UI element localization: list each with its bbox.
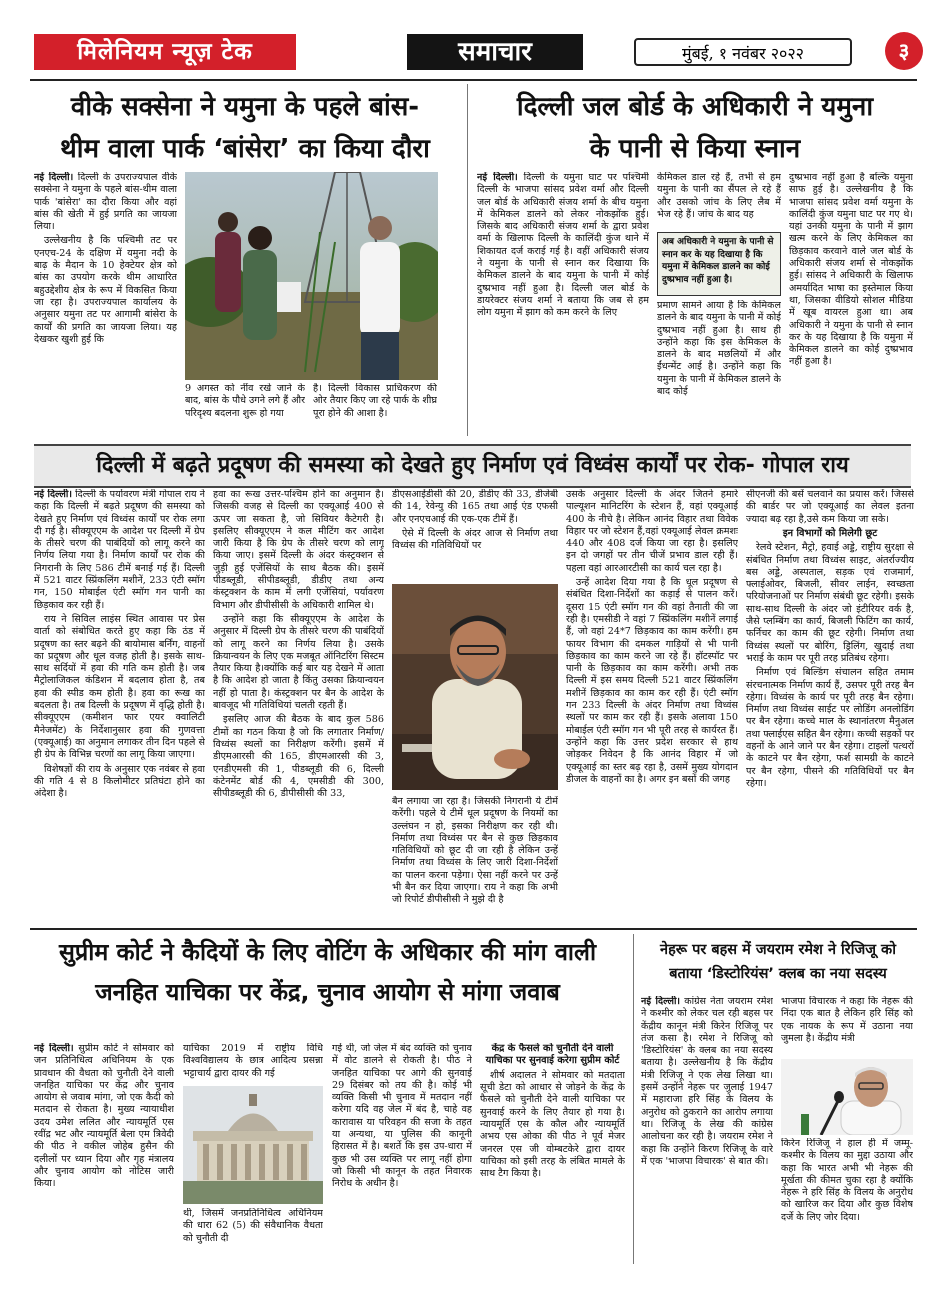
lg-park-visit-photo bbox=[185, 172, 438, 380]
jairam-ramesh-photo bbox=[781, 1059, 913, 1135]
story3-paragraph: सीएनजी की बसें चलवाने का प्रयास करें। जिससे की बार्डर पर जो एक्यूआई का लेवल इतना ज्यादा बढ़ रहा है,उसे कम किया जा सके। bbox=[746, 489, 914, 525]
story1-caption-2: है। दिल्ली विकास प्राधिकरण की ओर तैयार किए जा रहे पार्क के शीघ्र पूरा होने की आशा है। bbox=[313, 383, 437, 419]
gopal-rai-photo bbox=[392, 584, 558, 790]
story1-headline bbox=[30, 86, 460, 170]
story2-headline bbox=[475, 86, 915, 170]
story2-dateline: नई दिल्ली। bbox=[477, 172, 518, 183]
story2-column-2-bottom bbox=[657, 300, 781, 430]
story3-column-2 bbox=[213, 489, 384, 921]
story5-paragraph: किरेन रिजिजू ने हाल ही में जम्मू-कश्मीर के विलय का मुद्दा उठाया और कहा कि भारत अभी भी नेहरू की मूर्खता की कीमत चुका रहा है क्योंकि नेहरू ने हरि सिंह के विलय के अनुरोध को खारिज कर दिया और कुछ विशेष दर्जे के लिए जोर दिया। bbox=[781, 1138, 913, 1223]
story5-paragraph: भाजपा विचारक ने कहा कि नेहरू की निंदा एक बात है लेकिन हरि सिंह को एक नायक के रूप में उठाना नया जुमला है। केंद्रीय मंत्री bbox=[781, 996, 913, 1044]
story5-column-2-top bbox=[781, 996, 913, 1056]
story4-column-4 bbox=[480, 1043, 625, 1264]
story3-column-3-bottom bbox=[392, 796, 558, 922]
story2-pull-quote: अब अधिकारी ने यमुना के पानी से स्नान कर के यह दिखाया है कि यमुना में केमिकल डालने का कोई दुष्प्रभाव नहीं हुआ है। bbox=[657, 232, 781, 296]
story4-dateline: नई दिल्ली। bbox=[34, 1043, 74, 1054]
story3-column-3-top bbox=[392, 489, 558, 581]
story3-paragraph: उन्हें आदेश दिया गया है कि धूल प्रदूषण से संबंधित दिशा-निर्देशों का कड़ाई से पालन करें। दूसरा 15 एंटी स्मॉग गन की वहां तैनाती की जा रही है। एमसीडी ने वहां 7 स्प्रिंकलिंग मशीनें लगाई हैं, जो वहां 24*7 छिड़काव का काम करेंगी। हम फायर विभाग की दमकल गाड़ियों से भी पानी छिड़काव का काम करने जा रहे हैं। हॉटस्पॉट पर पानी के छिड़काव का काम करेंगी। अभी तक दिल्ली में इस समय दिल्ली 521 वाटर स्प्रिंकलिंग मशीनें छिड़काव का काम कर रही हैं। एंटी स्मॉग गन 233 दिल्ली के अंदर निर्माण तथा विध्वंस स्थलों पर काम कर रही हैं। इसके अलावा 150 मोबाईल एंटी स्मॉग गन भी पूरी तरह से कार्यरत हैं। उन्होंने कहा कि उत्तर प्रदेश सरकार से हाथ जोड़कर निवेदन है कि आनंद विहार में जो एक्यूआई का स्तर बढ़ रहा है, उसमें मुख्य योगदान डीजल के वाहनों का है। अगर इन बसों की जगह bbox=[566, 577, 738, 785]
story1-paragraph: दिल्ली के उपराज्यपाल वीके सक्सेना ने यमुना के पहले बांस-थीम वाला पार्क 'बांसेरा' का दौरा किया और वहां बांस की खेती में हुई प्रगति का जायजा लिया। bbox=[34, 172, 177, 233]
story4-headline-line1: सुप्रीम कोर्ट ने कैदियों के लिए वोटिंग के अधिकार की मांग वाली bbox=[58, 938, 597, 966]
story3-paragraph: विशेषज्ञों की राय के अनुसार एक नवंबर से हवा की गति 4 से 8 किलोमीटर प्रतिघंटा होने का अंदेशा है। bbox=[34, 763, 205, 800]
story2-column-1 bbox=[477, 172, 649, 430]
story4-column-3 bbox=[332, 1043, 472, 1264]
story5-column-2-bottom bbox=[781, 1138, 913, 1264]
story1-headline-line2: थीम वाला पार्क ‘बांसेरा’ का किया दौरा bbox=[60, 134, 430, 164]
story3-subheading: इन विभागों को मिलेगी छूट bbox=[782, 527, 878, 539]
story2-paragraph: दिल्ली के यमुना घाट पर पश्चिमी दिल्ली के भाजपा सांसद प्रवेश वर्मा और दिल्ली जल बोर्ड के अधिकारी संजय शर्मा के बीच यमुना में केमिकल डालने को लेकर नोकझोंक हुई। जिसके बाद अधिकारी संजय शर्मा के द्वारा प्रवेश वर्मा के खिलाफ दिल्ली के कालिंदी कुंज थाने में शिकायत दर्ज कराई गई है। वहीं अधिकारी संजय ने यमुना के पानी से स्नान कर दिखाया कि केमिकल डालने के बाद यमुना के पानी में कोई दुष्प्रभाव नहीं हुआ है। दिल्ली जल बोर्ड के डायरेक्टर संजय शर्मा ने बताया कि जब से हम लोग यमुना में झाग को कम करने के लिए bbox=[477, 172, 649, 319]
story1-paragraph: उल्लेखनीय है कि पश्चिमी तट पर एनएच-24 के दक्षिण में यमुना नदी के बाढ़ के मैदान के 10 हेक्टेयर क्षेत्र को बांस का उपयोग करके थीम आधारित बहुउद्देशीय क्षेत्र के रूप में विकसित किया जा रहा है। उपराज्यपाल कार्यालय के अनुसार यमुना तट पर आगामी बांसेरा के कार्यों की प्रगति का जायजा लिया। यह देखकर खुशी हुई कि bbox=[34, 235, 177, 345]
story4-subheading: केंद्र के फैसले को चुनौती देने वाली याचिका पर सुनवाई करेगा सुप्रीम कोर्ट bbox=[485, 1043, 620, 1067]
story4-column-1 bbox=[34, 1043, 174, 1263]
story1-dateline: नई दिल्ली। bbox=[34, 172, 74, 183]
page-number: ३ bbox=[885, 32, 923, 70]
story3-paragraph: इसलिए आज की बैठक के बाद कुल 586 टीमों का गठन किया है जो कि लगातार निर्माण/विध्वंस स्थलों का निरीक्षण करेंगी। इसमें में डीएमआरसी की 165, डीएमआरसी की 3, एनडीएमसी की 1, पीडब्लूडी की 6, दिल्ली कंटेनमेंट बोर्ड की 4, एमसीडी की 300, सीपीडब्लूडी की 6, डीपीसीसी की 33, bbox=[213, 714, 384, 800]
story3-paragraph: रेलवे स्टेशन, मैट्रो, हवाई अड्डे, राष्ट्रीय सुरक्षा से संबंधित निर्माण तथा विध्वंस साइट, अंतर्राज्यीय बस अड्डे, अस्पताल, सड़क एवं राजमार्ग, फ्लाईओवर, बिजली, सीवर लाईन, स्वच्छता परियोजनाओं पर निर्माण संबंधी छूट रहेगी। इसके साथ-साथ दिल्ली के अंदर जो इंटीरियर वर्क है, जैसे प्लम्बिंग का कार्य, बिजली फिटिंग का कार्य, फर्निचर का काम की छूट रहेगी। निर्माण तथा विध्वंस स्थलों पर बोरिंग, ड्रिलिंग, खुदाई तथा भराई के काम पर पूरी तरह प्रतिबंध रहेगा। bbox=[746, 542, 914, 664]
masthead-divider bbox=[30, 79, 917, 81]
story3-dateline: नई दिल्ली। bbox=[34, 489, 72, 500]
issue-date: मुंबई, १ नवंबर २०२२ bbox=[634, 38, 852, 66]
story4-column-2-bottom bbox=[183, 1208, 323, 1264]
story4-paragraph: थी, जिसमें जनप्रतिनिधित्व अधिनियम की धारा 62 (5) की संवैधानिक वैधता को चुनौती दी bbox=[183, 1208, 323, 1244]
masthead bbox=[22, 32, 927, 72]
story2-paragraph: दुष्प्रभाव नहीं हुआ है बल्कि यमुना साफ हुई है। उल्लेखनीय है कि भाजपा सांसद प्रवेश वर्मा यमुना के कालिंदी कुंज यमुना घाट पर गए थे। यहां उनकी यमुना के पानी में झाग खत्म करने के लिए केमिकल का छिड़काव करवाने वाले जल बोर्ड के अधिकारी संजय शर्मा से नोकझोंक हुई। सांसद ने अधिकारी के खिलाफ अमर्यादित भाषा का इस्तेमाल किया था, जिसका वीडियो सोशल मीडिया में खूब वायरल हुआ था। अब अधिकारी ने यमुना के पानी से स्नान कर के यह दिखाया है कि यमुना में केमिकल डालने का कोई दुष्प्रभाव नहीं हुआ है। bbox=[789, 172, 913, 368]
story3-paragraph: बैन लगाया जा रहा है। जिसकी निगरानी ये टीमें करेंगी। पहले ये टीमें धूल प्रदूषण के नियमों का उल्लंघन न हो, इसका निरीक्षण कर रही थी। निर्माण तथा विध्वंस पर बैन से कुछ छिड़काव गतिविधियों को छूट दी जा रही है लेकिन उन्हें निर्माण तथा विध्वंस के लिए जारी दिशा-निर्देशों का पालन करना पड़ेगा। ऐसा नहीं करने पर उन्हें भी बैन कर दिया जाएगा। राय ने कहा कि अभी जो रिपोर्ट डीपीसीसी ने मुझे दी है bbox=[392, 796, 558, 906]
story-divider bbox=[467, 84, 468, 436]
story3-paragraph: राय ने सिविल लाइंस स्थित आवास पर प्रेस वार्ता को संबोधित करते हुए कहा कि ठंड में प्रदूषण का स्तर बढ़ने की बायोमास बर्निंग, वाहनों का प्रदूषण और धूल वजह होती है। इसके साथ- साथ सर्दियों में हवा की गति कम होती है। जब मैट्रोलाजिकल कंडिशन में बदलाव होता है, तब हवा की स्पीड कम होती है। हवा का रूख का बदलता है। तब दिल्ली के प्रदूषण में वृद्धि होती है। सीक्यूएएम (कमीशन फार एयर क्वालिटी मैनेजमेंट) के निर्देशानुसार हवा की गुणवत्ता (एक्यूआई) का अनुमान लगाकर तीन दिन पहले से ही ग्रेप के विभिन्न चरणों का लागू किया जाएगा। bbox=[34, 613, 205, 761]
story-divider bbox=[633, 934, 634, 1264]
story2-headline-line2: के पानी से किया स्नान bbox=[589, 134, 801, 164]
story3-paragraph: निर्माण एवं बिल्डिंग संचालन सहित तमाम संरचनात्मक निर्माण कार्य हैं, उसपर पूरी तरह बैन रहेगा। विध्वंस के कार्य पर पूरी तरह बैन रहेगा। निर्माण तथा विध्वंस साईट पर लोडिंग अनलोडिंग पर बैन रहेगा। कच्चे माल के स्थानांतरण मैनुअल तथा फ्लाईएस सहित बैन रहेगा। कच्ची सड़कों पर वहनों के आने जाने पर बैन रहेगा। टाइलों पत्थरों के काटने पर बैन रहेगा, फर्श सामग्री के काटने पर बैन रहेगा, पीसने की गतिविधियों पर बैन रहेगा। bbox=[746, 667, 914, 789]
story4-column-2-top bbox=[183, 1043, 323, 1083]
story2-column-3 bbox=[789, 172, 913, 430]
story1-caption-1: 9 अगस्त को नींव रखे जाने के बाद, बांस के पौधे उगने लगे हैं और परिदृश्य बदलना शुरू हो गया bbox=[185, 383, 305, 419]
story4-paragraph: याचिका 2019 में राष्ट्रीय विधि विश्वविद्यालय के छात्र आदित्य प्रसन्ना भट्टाचार्य द्वारा दायर की गई bbox=[183, 1043, 323, 1079]
story5-dateline: नई दिल्ली। bbox=[641, 996, 681, 1007]
section-title: समाचार bbox=[407, 34, 583, 70]
brand-title: मिलेनियम न्यूज़ टेक bbox=[34, 34, 296, 70]
story5-column-1 bbox=[641, 996, 773, 1264]
story4-headline bbox=[30, 932, 625, 1012]
story5-headline-line1: नेहरू पर बहस में जयराम रमेश ने रिजिजू को bbox=[660, 942, 896, 958]
story4-paragraph: सुप्रीम कोर्ट ने सोमवार को जन प्रतिनिधित्व अधिनियम के एक प्रावधान की वैधता को चुनौती देने वाली जनहित याचिका पर केंद्र और चुनाव आयोग से जवाब मांगा, जो एक कैदी को मतदान से रोकता है। मुख्य न्यायाधीश उदय उमेश ललित और न्यायमूर्ति एस रवींद्र भट और न्यायमूर्ति बेला एम त्रिवेदी की पीठ ने वकील जोहेब हुसैन की दलीलों पर ध्यान दिया और गृह मंत्रालय और चुनाव आयोग को नोटिस जारी किया। bbox=[34, 1043, 174, 1190]
story3-column-4 bbox=[566, 489, 738, 921]
story5-headline bbox=[640, 938, 916, 986]
story3-paragraph: दिल्ली के पर्यावरण मंत्री गोपाल राय ने कहा कि दिल्ली में बढ़ते प्रदूषण की समस्या को देखते हुए निर्माण एवं विध्वंस कार्यों पर रोक लगा दी गई है। सीक्यूएएम के आदेश पर दिल्ली में ग्रेप के तीसरे चरण की पाबंदियों को लागू करने का निर्णय लिया गया है। निर्माण कार्यों पर रोक की निगरानी के लिए 586 टीमें बनाई गई हैं। दिल्ली में 521 वाटर स्प्रिंकलिंग मशीनें, 233 एंटी स्मॉग गन, 150 मोबाईल एंटी स्मॉग गन पानी का छिड़काव कर रही हैं। bbox=[34, 489, 205, 611]
story4-paragraph: गई थी, जो जेल में बंद व्यक्ति को चुनाव में वोट डालने से रोकती है। पीठ ने जनहित याचिका पर आगे की सुनवाई 29 दिसंबर को तय की है। कोई भी व्यक्ति किसी भी चुनाव में मतदान नहीं करेगा यदि वह जेल में बंद है, चाहे वह कारावास या परिवहन की सजा के तहत या अन्यथा, या पुलिस की कानूनी हिरासत में है। बशर्ते कि इस उप-धारा में कुछ भी उस व्यक्ति पर लागू नहीं होगा जो किसी भी कानून के तहत निवारक निरोध के अधीन है। bbox=[332, 1043, 472, 1190]
story3-paragraph: ऐसे में दिल्ली के अंदर आज से निर्माण तथा विध्वंस की गतिविधियों पर bbox=[392, 527, 558, 552]
story2-paragraph: प्रमाण सामने आया है कि केमिकल डालने के बाद यमुना के पानी में कोई दुष्प्रभाव नहीं हुआ है। साथ ही उन्होंने कहा कि इस केमिकल के डालने के बाद मछलियों में और ईंधन्मेंट आई है। उन्होंने कहा कि यमुना के पानी में केमिकल डालने के बाद कोई bbox=[657, 300, 781, 398]
story5-paragraph: कांग्रेस नेता जयराम रमेश ने कश्मीर को लेकर चल रही बहस पर केंद्रीय कानून मंत्री किरेन रिजिजू पर तंज कसा है। रमेश ने रिजिजू को 'डिस्टोरियंस' के क्लब का नया सदस्य बताया है। उल्लेखनीय है कि केंद्रीय मंत्री रिजिजू ने एक लेख लिखा था। इसमें उन्होंने नेहरू पर जुलाई 1947 में महाराजा हरि सिंह के विलय के अनुरोध को ठुकराने का आरोप लगाया था। रिजिजू के लेख की कांग्रेस आलोचना कर रही है। जयराम रमेश ने कहा कि उन्होंने किरण रिजिजू के वारे में एक 'भाजपा विचारक' से बात की। bbox=[641, 996, 773, 1167]
story3-banner-headline: दिल्ली में बढ़ते प्रदूषण की समस्या को देखते हुए निर्माण एवं विध्वंस कार्यों पर रोक- गोपाल राय bbox=[34, 444, 911, 488]
story3-paragraph: उसके अनुसार दिल्ली के अंदर जितने हमारे पाल्यूशन मानिटरिंग के स्टेशन हैं, वहां एक्यूआई 400 के नीचे है। लेकिन आनंद विहार तथा विवेक विहार पर जो स्टेशन हैं,वहां एक्यूआई लेवल क्रमशः 440 और 408 दर्ज किया जा रहा है। इसलिए इन दो जगहों पर तीन चीजें प्रभाव डाल रही हैं। पहला वहां आरआरटीसी का कार्य चल रहा है। bbox=[566, 489, 738, 574]
story3-column-5 bbox=[746, 489, 914, 921]
story2-paragraph: केमिकल डाल रहे हैं, तभी से हम यमुना के पानी का सैंपल ले रहे हैं और उसको जांच के लिए लैब में भेज रहे हैं। जांच के बाद यह bbox=[657, 172, 781, 220]
story1-headline-line1: वीके सक्सेना ने यमुना के पहले बांस- bbox=[70, 92, 420, 122]
story1-column-1 bbox=[34, 172, 177, 430]
supreme-court-photo bbox=[183, 1086, 323, 1204]
story2-headline-line1: दिल्ली जल बोर्ड के अधिकारी ने यमुना bbox=[516, 92, 874, 122]
story3-paragraph: उन्होंने कहा कि सीक्यूएएम के आदेश के अनुसार में दिल्ली ग्रेप के तीसरे चरण की पाबंदियों को लागू करने का निर्णय लिया है। उसके क्रियान्वयन के लिए एक मजबूत ऑनिटरिंग सिस्टम तैयार किया है।क्योंकि कई बार यह देखने में आता है कि आदेश हो जाता है किंतु उसका क्रियान्वयन नहीं हो पाता है। कंस्ट्रक्शन पर बैन के आदेश के बावजूद भी गतिविधियां चलती रहती हैं। bbox=[213, 613, 384, 712]
story3-paragraph: डीएसआईडीसी की 20, डीडीए की 33, डीजेबी की 14, रेवेन्यु की 165 तथा आई एंड एफसी और एनएचआई की एक-एक टीमें हैं। bbox=[392, 489, 558, 525]
story4-headline-line2: जनहित याचिका पर केंद्र, चुनाव आयोग से मांगा जवाब bbox=[95, 978, 560, 1006]
story4-paragraph: शीर्ष अदालत ने सोमवार को मतदाता सूची डेटा को आधार से जोड़ने के केंद्र के फैसले को चुनौती देने वाली याचिका पर सुनवाई करने के लिए तैयार हो गया है। न्यायमूर्ति एस के कौल और न्यायमूर्ति अभय एस ओका की पीठ ने पूर्व मेजर जनरल एस जी वोम्बटकेरे द्वारा दायर याचिका को इसी तरह के लंबित मामले के साथ टैग किया है। bbox=[480, 1069, 625, 1180]
story3-paragraph: हवा का रूख उत्तर-पश्चिम होने का अनुमान है। जिसकी वजह से दिल्ली का एक्यूआई 400 से ऊपर जा सकता है, जो सिवियर कैटेगरी है। इसलिए सीक्यूएएम ने कल मीटिंग कर आदेश जारी किया है कि ग्रेप के तीसरे चरण को लागू किया जाए। इसमें दिल्ली के अंदर कंस्ट्रक्शन से जुड़ी हुई एजेंसियों के साथ बैठक की। इसमें पीडब्लूडी, सीपीडब्लूडी, डीडीए तथा अन्य कंस्ट्रक्शन के काम में लगी एजेंसियां, पर्यावरण विभाग और डीपीसीसी के अधिकारी शामिल थे। bbox=[213, 489, 384, 611]
story3-column-1 bbox=[34, 489, 205, 921]
story5-headline-line2: बताया ‘डिस्टोरियंस’ क्लब का नया सदस्य bbox=[669, 966, 887, 982]
section-divider bbox=[30, 928, 917, 930]
story2-column-2-top bbox=[657, 172, 781, 230]
